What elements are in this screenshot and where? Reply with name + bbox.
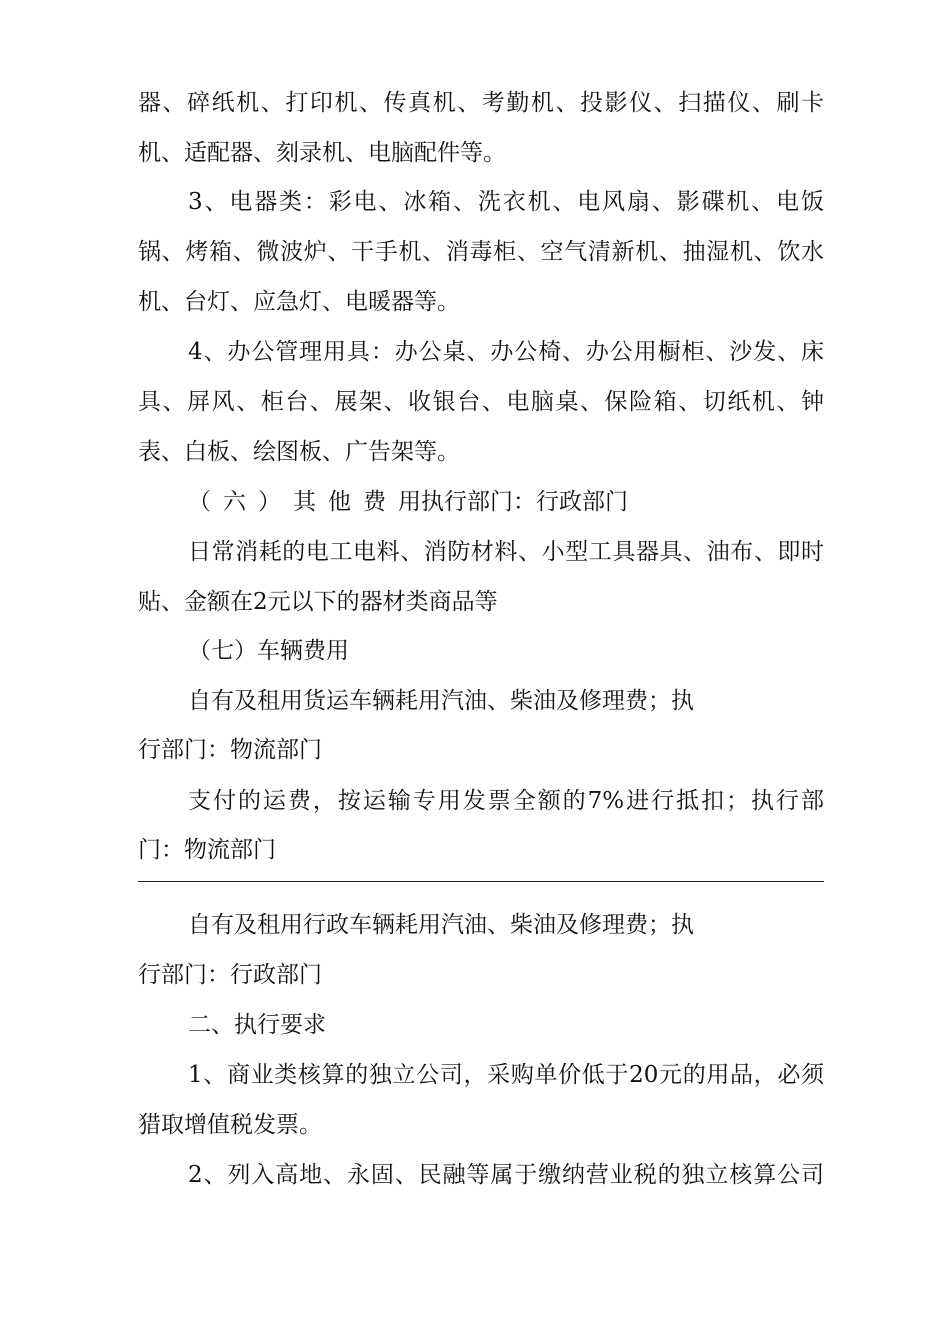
text-line: 日常消耗的电工电料、消防材料、小型工具器具、油布、即时: [188, 539, 824, 565]
text-line: 4、办公管理用具：办公桌、办公椅、办公用橱柜、沙发、床: [188, 339, 824, 365]
text-line: 表、白板、绘图板、广告架等。: [138, 439, 460, 465]
text-line: 3、电器类：彩电、冰箱、洗衣机、电风扇、影碟机、电饭: [188, 189, 824, 215]
heading-spaced-part: （六）其他费: [188, 489, 398, 515]
text-line: 机、台灯、应急灯、电暖器等。: [138, 289, 460, 315]
text-line: 自有及租用行政车辆耗用汽油、柴油及修理费；执: [188, 912, 694, 938]
text-line: 行部门：行政部门: [138, 962, 322, 988]
text-line: 行部门：物流部门: [138, 737, 322, 763]
heading-dept-part: 用执行部门：行政部门: [398, 489, 628, 515]
text-line: 猎取增值税发票。: [138, 1112, 322, 1138]
text-line: 支付的运费，按运输专用发票全额的7%进行抵扣；执行部: [188, 788, 824, 814]
section-heading-requirements: 二、执行要求: [188, 1012, 326, 1038]
section-heading-other-expenses: [188, 487, 824, 517]
text-line: 机、适配器、刻录机、电脑配件等。: [138, 140, 506, 166]
text-line: 1、商业类核算的独立公司，采购单价低于20元的用品，必须: [188, 1062, 824, 1088]
text-line: 器、碎纸机、打印机、传真机、考勤机、投影仪、扫描仪、刷卡: [138, 90, 824, 116]
text-line: 门：物流部门: [138, 837, 276, 863]
text-line: 锅、烤箱、微波炉、干手机、消毒柜、空气清新机、抽湿机、饮水: [138, 239, 824, 265]
text-line: 具、屏风、柜台、展架、收银台、电脑桌、保险箱、切纸机、钟: [138, 389, 824, 415]
horizontal-rule: [138, 881, 824, 882]
text-line: 2、列入高地、永固、民融等属于缴纳营业税的独立核算公司: [188, 1162, 824, 1188]
text-line: 自有及租用货运车辆耗用汽油、柴油及修理费；执: [188, 688, 694, 714]
text-line: 贴、金额在2元以下的器材类商品等: [138, 589, 498, 615]
section-heading-vehicle: （七）车辆费用: [188, 638, 349, 664]
